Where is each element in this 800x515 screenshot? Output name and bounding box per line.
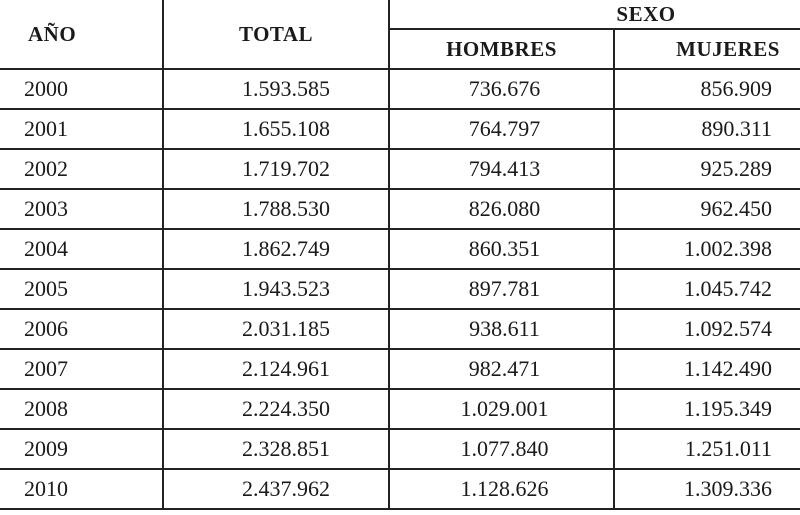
table-row	[0, 429, 800, 469]
cell-women: 890.311	[614, 109, 800, 149]
cell-men: 897.781	[389, 269, 614, 309]
column-header-total: TOTAL	[163, 0, 389, 69]
cell-year: 2003	[0, 189, 163, 229]
column-header-year: AÑO	[0, 0, 163, 69]
table-row	[0, 469, 800, 509]
table-row	[0, 229, 800, 269]
cell-year: 2000	[0, 69, 163, 109]
cell-total: 2.224.350	[163, 389, 389, 429]
cell-total: 1.593.585	[163, 69, 389, 109]
cell-women: 1.092.574	[614, 309, 800, 349]
cell-women: 1.309.336	[614, 469, 800, 509]
table-row	[0, 309, 800, 349]
cell-total: 1.788.530	[163, 189, 389, 229]
cell-women: 925.289	[614, 149, 800, 189]
table-row	[0, 269, 800, 309]
cell-women: 1.045.742	[614, 269, 800, 309]
cell-women: 1.002.398	[614, 229, 800, 269]
cell-women: 1.142.490	[614, 349, 800, 389]
table-row	[0, 69, 800, 109]
cell-men: 1.029.001	[389, 389, 614, 429]
cell-year: 2006	[0, 309, 163, 349]
header-row-top	[0, 0, 800, 29]
cell-men: 736.676	[389, 69, 614, 109]
column-header-women: MUJERES	[614, 29, 800, 69]
cell-year: 2001	[0, 109, 163, 149]
cell-men: 938.611	[389, 309, 614, 349]
column-group-header-sex: SEXO	[389, 0, 800, 29]
table-row	[0, 189, 800, 229]
table-body	[0, 69, 800, 509]
cell-total: 2.328.851	[163, 429, 389, 469]
cell-women: 1.195.349	[614, 389, 800, 429]
table-row	[0, 149, 800, 189]
cell-year: 2005	[0, 269, 163, 309]
cell-men: 982.471	[389, 349, 614, 389]
column-header-men: HOMBRES	[389, 29, 614, 69]
table-row	[0, 109, 800, 149]
table-header	[0, 0, 800, 69]
cell-total: 1.719.702	[163, 149, 389, 189]
cell-total: 1.862.749	[163, 229, 389, 269]
cell-men: 1.077.840	[389, 429, 614, 469]
cell-year: 2007	[0, 349, 163, 389]
table-row	[0, 349, 800, 389]
cell-men: 764.797	[389, 109, 614, 149]
cell-year: 2004	[0, 229, 163, 269]
cell-total: 2.124.961	[163, 349, 389, 389]
cell-men: 1.128.626	[389, 469, 614, 509]
cell-total: 1.943.523	[163, 269, 389, 309]
cell-year: 2010	[0, 469, 163, 509]
cell-year: 2002	[0, 149, 163, 189]
cell-men: 794.413	[389, 149, 614, 189]
cell-men: 860.351	[389, 229, 614, 269]
cell-women: 856.909	[614, 69, 800, 109]
cell-women: 962.450	[614, 189, 800, 229]
cell-total: 1.655.108	[163, 109, 389, 149]
cell-men: 826.080	[389, 189, 614, 229]
cell-year: 2009	[0, 429, 163, 469]
cell-total: 2.031.185	[163, 309, 389, 349]
cell-total: 2.437.962	[163, 469, 389, 509]
cell-women: 1.251.011	[614, 429, 800, 469]
cell-year: 2008	[0, 389, 163, 429]
table-row	[0, 389, 800, 429]
